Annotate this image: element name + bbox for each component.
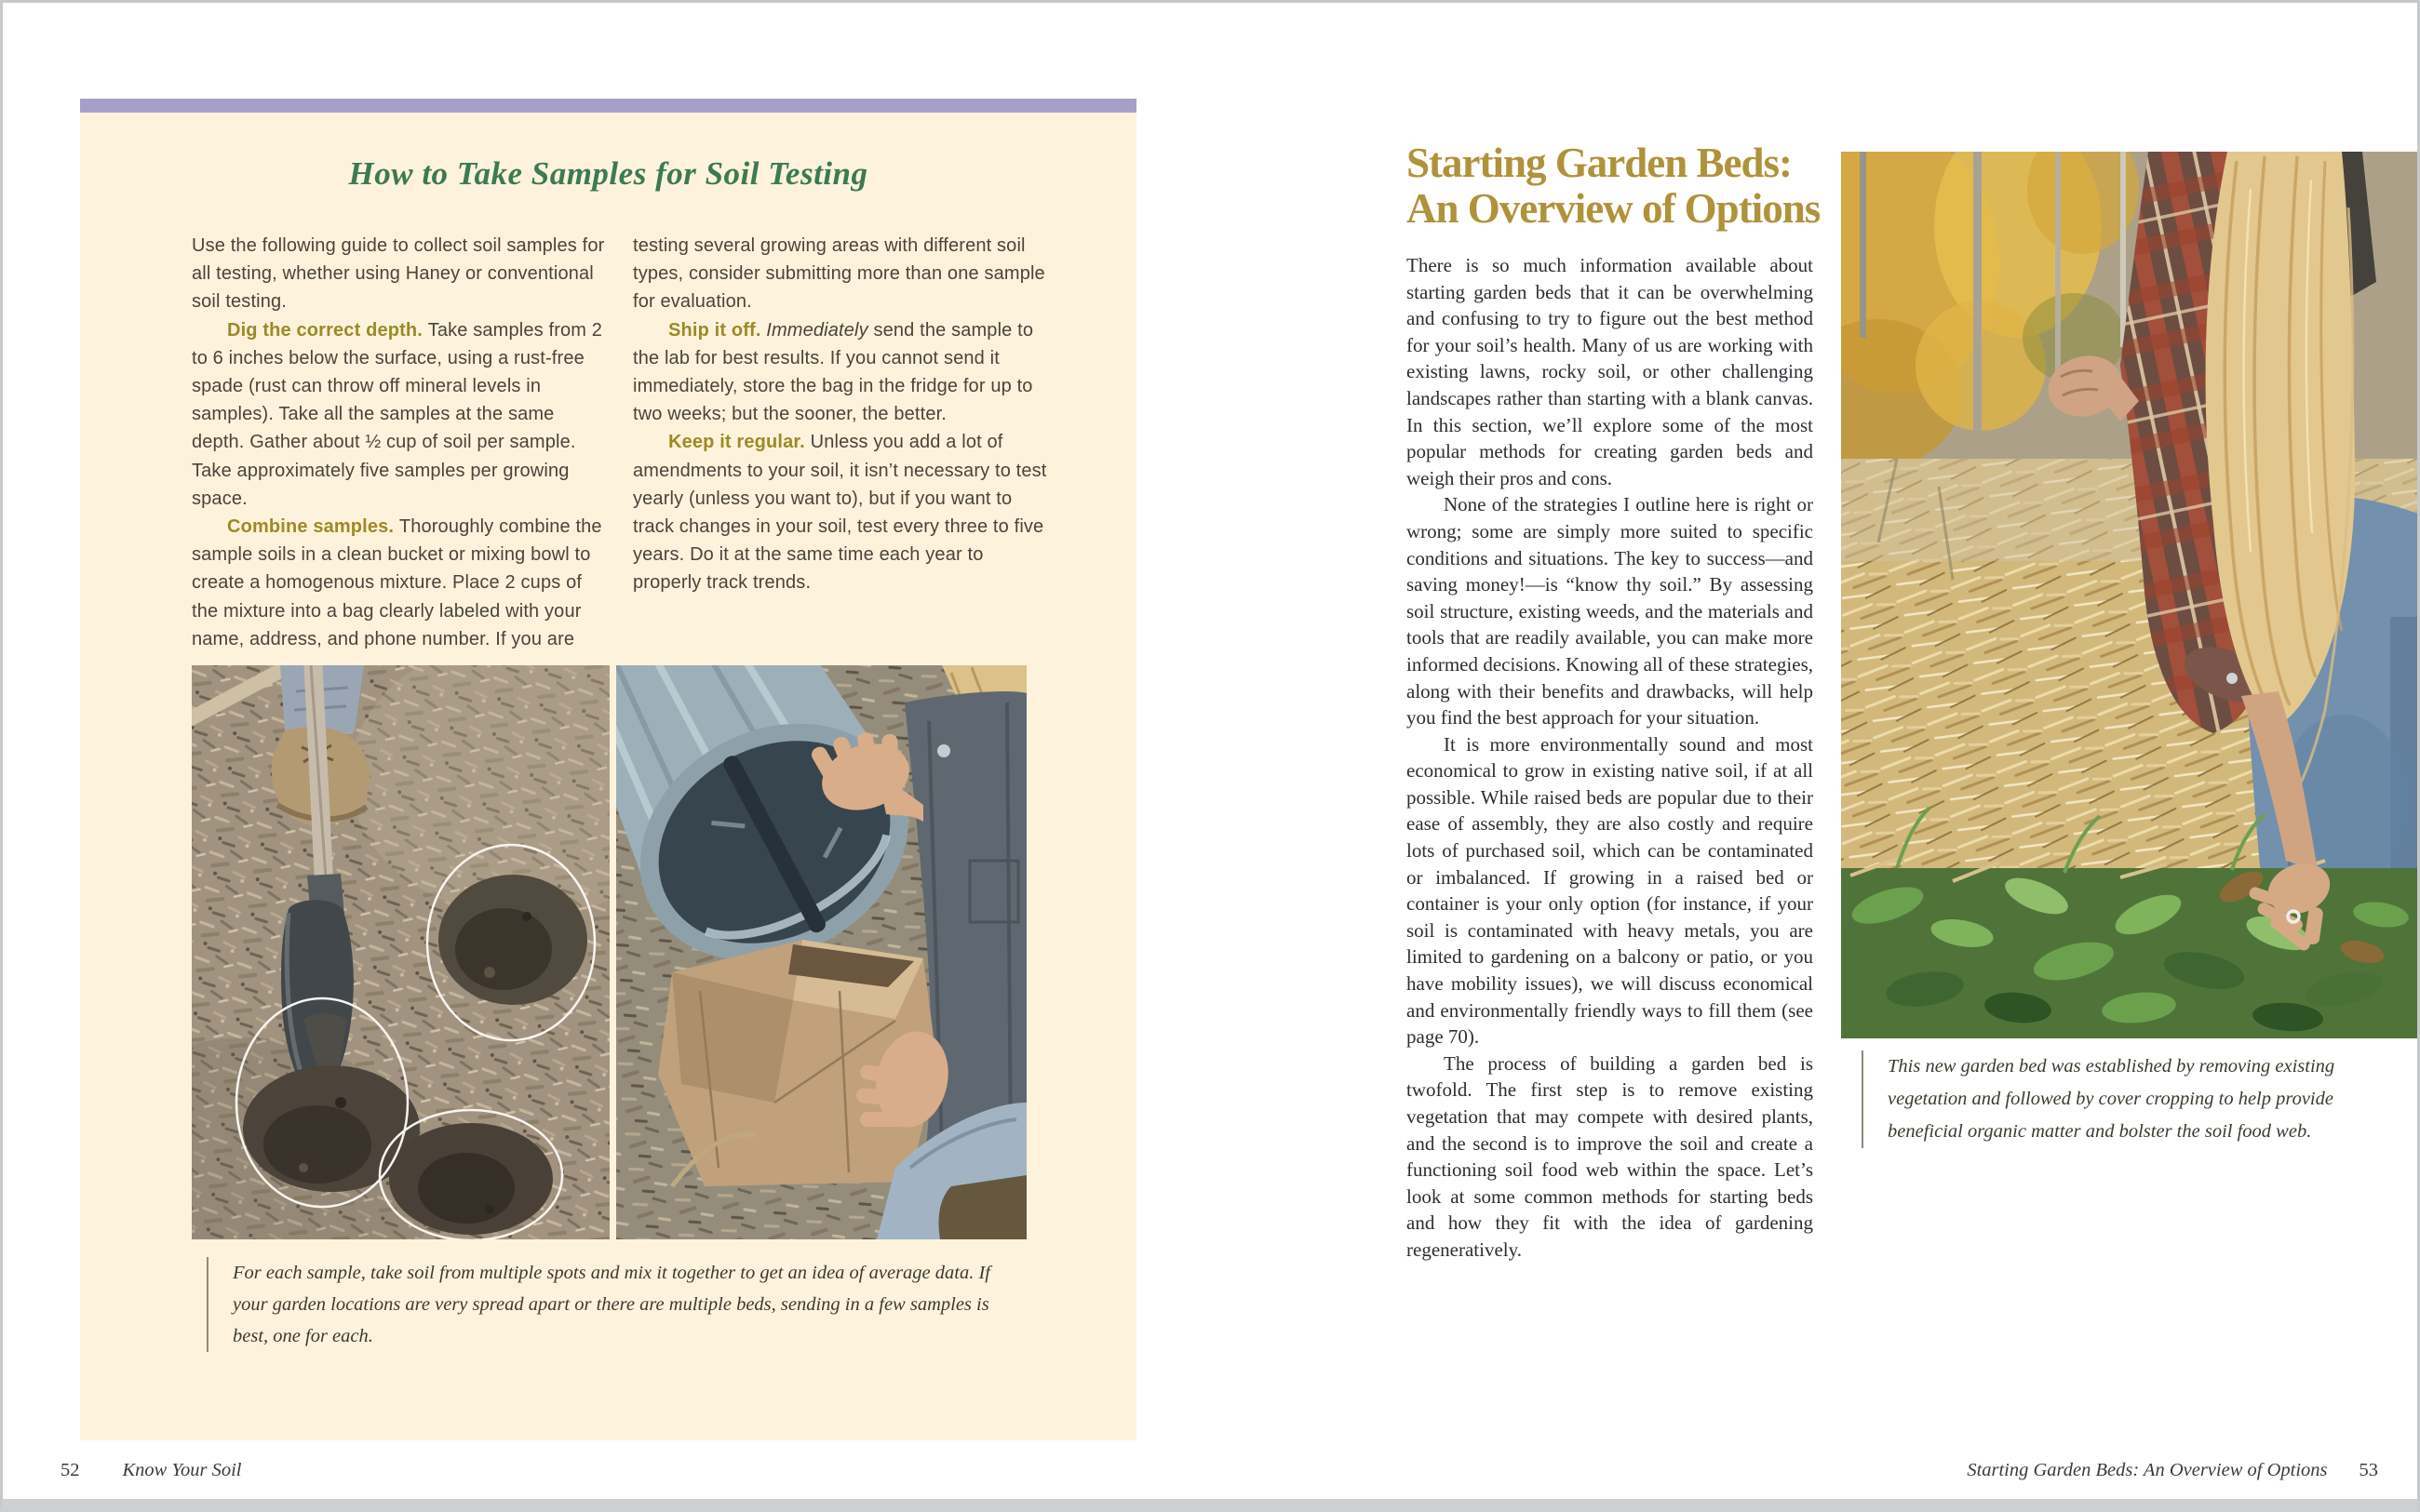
panel-columns bbox=[192, 232, 1050, 653]
chapter-title bbox=[1406, 140, 1820, 232]
accent-bar bbox=[80, 99, 1136, 113]
panel-column-1 bbox=[192, 232, 609, 653]
right-page-number: 53 bbox=[2359, 1460, 2378, 1480]
left-section-title: Know Your Soil bbox=[122, 1460, 242, 1480]
paragraph: Dig the correct depth. Take samples from 2 to 6 inches below the surface, using a rust-free spade (rust can throw off mineral levels in samples). Take all the samples at the same depth. Gather about ½ cup of soil per sample. Take approximately five samples per growing space. bbox=[192, 319, 603, 509]
right-section-title: Starting Garden Beds: An Overview of Options bbox=[1967, 1460, 2328, 1480]
left-running-footer bbox=[60, 1460, 242, 1481]
photo-pair bbox=[192, 665, 1027, 1239]
soil-sampling-photo bbox=[192, 665, 610, 1239]
left-page-number: 52 bbox=[60, 1460, 80, 1480]
soil-bagging-photo bbox=[616, 665, 1027, 1239]
soil-testing-panel bbox=[80, 99, 1136, 1440]
panel-title: How to Take Samples for Soil Testing bbox=[348, 155, 868, 192]
chapter-title-line1: Starting Garden Beds: bbox=[1406, 140, 1793, 186]
paragraph: Use the following guide to collect soil samples for all testing, whether using Haney or conventional soil testing. bbox=[192, 235, 605, 313]
paragraph: Combine samples. Thoroughly combine the sample soils in a clean bucket or mixing bowl to create a homogenous mixture. Place 2 cups of the mixture into a bag clearly labeled with your name, address, and phone number. If you are bbox=[192, 516, 602, 649]
paragraph: Ship it off. Immediately send the sample to the lab for best results. If you cannot send it immediately, store the bag in the fridge for up to two weeks; but the sooner, the better. bbox=[633, 319, 1034, 425]
garden-bed-photo bbox=[1841, 152, 2420, 1038]
paragraph: It is more environmentally sound and most economical to grow in existing native soil, if at all possible. While raised beds are popular due to their ease of assembly, they are also costly and require lots of purchased soil, which can be contaminated or imbalanced. If growing in a raised bed or container is your only option (for instance, if your soil is contaminated with heavy metals, you are limited to gardening on a balcony or patio, or you have mobility issues), we will discuss economical and environmentally friendly ways to fill them (see page 70). bbox=[1406, 732, 1813, 1049]
right-photo-caption: This new garden bed was established by removing existing vegetation and followed by cover cropping to help provide beneficial organic matter and bolster the soil food web. bbox=[1862, 1050, 2353, 1148]
left-photo-caption: For each sample, take soil from multiple spots and mix it together to get an idea of average data. If your garden locations are very spread apart or there are multiple beds, sending in a few samples is best, one for each. bbox=[207, 1257, 1015, 1352]
paragraph: Keep it regular. Unless you add a lot of amendments to your soil, it isn’t necessary to test yearly (unless you want to), but if you want to track changes in your soil, test every three to five years. Do it at the same time each year to properly track trends. bbox=[633, 432, 1047, 594]
paragraph: testing several growing areas with different soil types, consider submitting more than one sample for evaluation. bbox=[633, 235, 1045, 313]
paragraph: None of the strategies I outline here is right or wrong; some are simply more suited to specific conditions and situations. The key to success—and saving money!—is “know thy soil.” By assessing soil structure, existing weeds, and the materials and tools that are readily available, you can make more informed decisions. Knowing all of these strategies, along with their benefits and drawbacks, will help you find the best approach for your situation. bbox=[1406, 493, 1813, 729]
paragraph: The process of building a garden bed is twofold. The first step is to remove existing vegetation that may compete with desired plants, and the second is to improve the soil and create a functioning soil food web within the space. Let’s look at some common methods for starting beds and how they fit with the idea of gardening regeneratively. bbox=[1406, 1051, 1813, 1261]
chapter-title-line2: An Overview of Options bbox=[1406, 185, 1821, 232]
panel-column-2 bbox=[633, 232, 1050, 653]
paragraph: There is so much information available about starting garden beds that it can be overwhelming and confusing to try to figure out the best method for your soil’s health. Many of us are working with existing lawns, rocky soil, or other challenging landscapes rather than starting with a blank canvas. In this section, we’ll explore some of the most popular methods for creating garden beds and weigh their pros and cons. bbox=[1406, 254, 1813, 489]
chapter-body bbox=[1406, 252, 1813, 1264]
right-running-footer bbox=[1967, 1460, 2378, 1481]
